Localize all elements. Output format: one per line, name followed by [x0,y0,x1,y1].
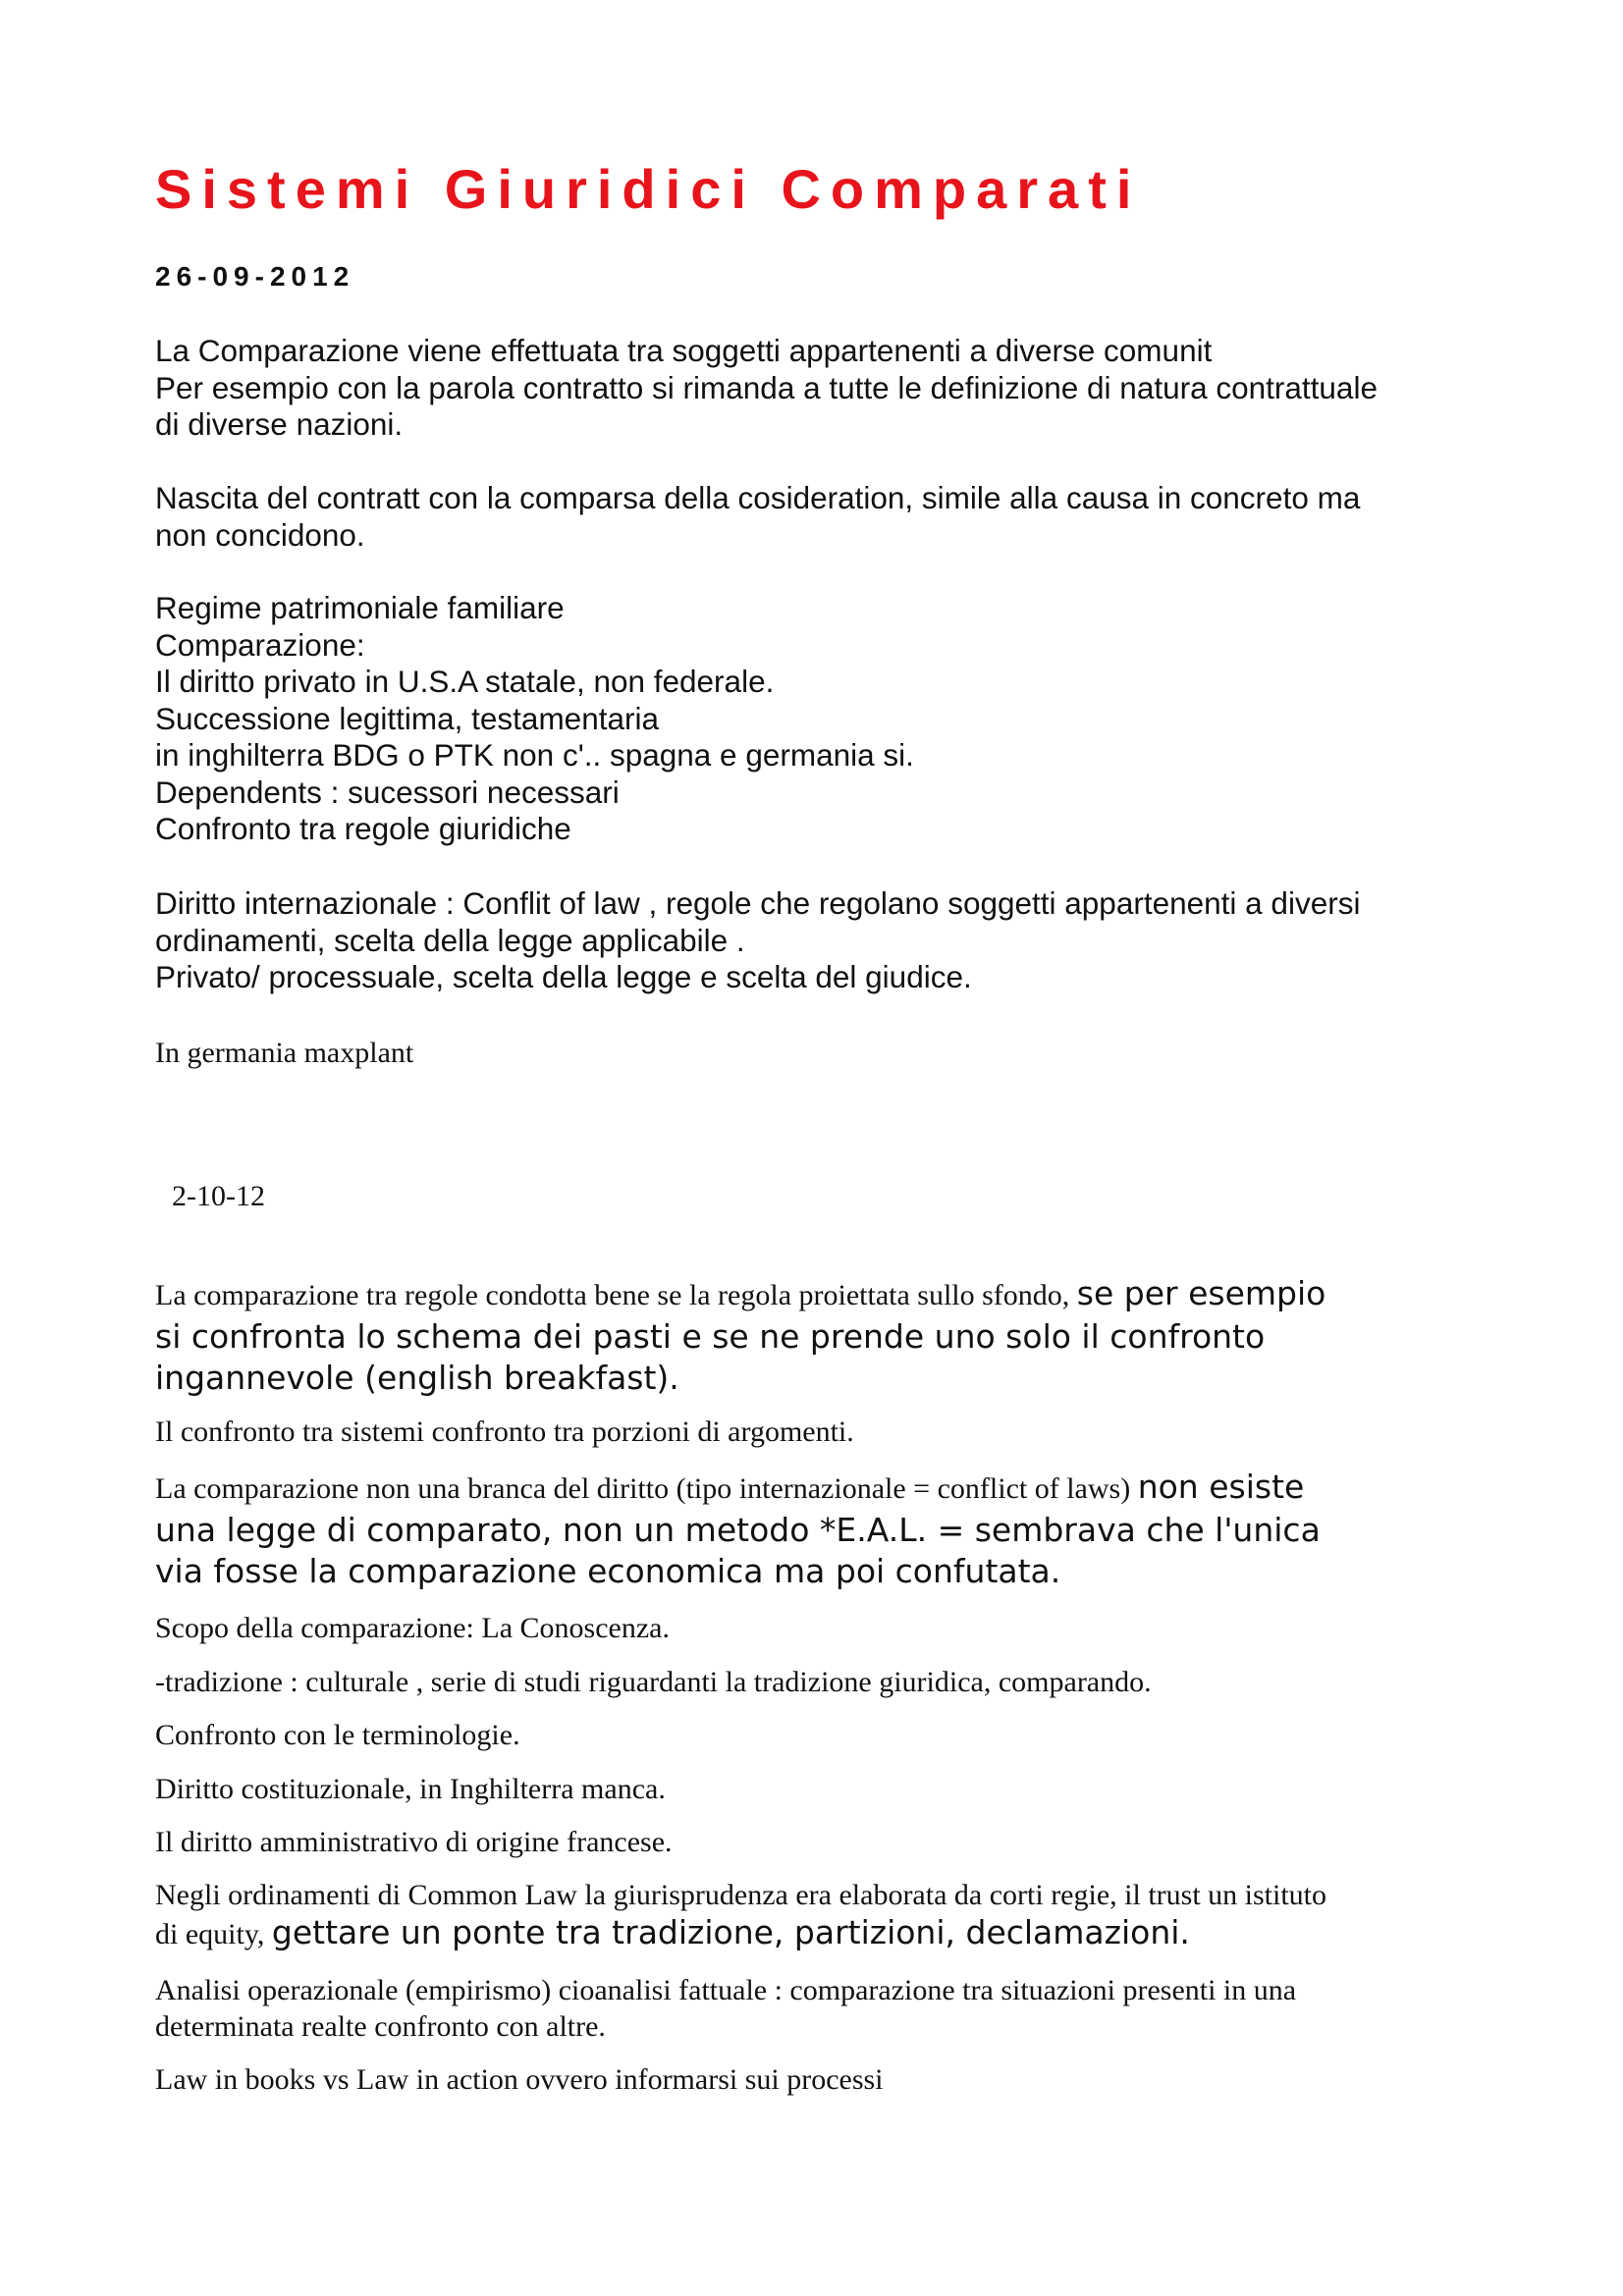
text-line: La Comparazione viene effettuata tra soggetti appartenenti a diverse comunit [155,333,1213,368]
text-line: Privato/ processuale, scelta della legge e scelta del giudice. [155,959,972,994]
paragraph-common-law [155,1877,1490,1953]
text-line: Diritto internazionale : Conflit of law , regole che regolano soggetti appartenenti a diversi [155,885,1361,921]
text-line: ingannevole (english breakfast). [155,1359,679,1397]
text-line: Dependents : sucessori necessari [155,774,620,810]
text-run: gettare un ponte tra tradizione, partizioni, declamazioni. [271,1913,1190,1951]
text-line: Regime patrimoniale familiare [155,590,565,625]
text-line [155,1467,1490,1510]
paragraph-analisi-operazionale [155,1972,1490,2045]
text-line: determinata realte confronto con altre. [155,2010,606,2043]
lecture-date-2: 2-10-12 [172,1180,265,1212]
text-line: non concidono. [155,516,365,553]
text-line: ordinamenti, scelta della legge applicabile . [155,922,745,958]
paragraph-tradizione: -tradizione : culturale , serie di studi riguardanti la tradizione giuridica, comparando. [155,1666,1152,1698]
text-run: La comparazione non una branca del diritto (tipo internazionale = conflict of laws) [155,1472,1138,1505]
paragraph-confronto-sistemi: Il confronto tra sistemi confronto tra porzioni di argomenti. [155,1415,854,1448]
text-run: La comparazione tra regole condotta bene se la regola proiettata sullo sfondo, [155,1279,1077,1311]
text-line: Successione legittima, testamentaria [155,700,659,736]
text-line [155,1914,1490,1953]
lecture-date-1: 26-09-2012 [155,261,355,292]
text-line [155,1273,1490,1316]
text-line: Il diritto privato in U.S.A statale, non federale. [155,664,775,699]
text-run: non esiste [1137,1468,1305,1506]
document-title: Sistemi Giuridici Comparati [155,158,1142,220]
text-line: Comparazione: [155,626,365,663]
paragraph-scopo: Scopo della comparazione: La Conoscenza. [155,1612,670,1644]
paragraph-nascita-contratto [155,480,1490,554]
text-line: via fosse la comparazione economica ma poi confutata. [155,1552,1061,1590]
text-run: di equity, [155,1918,272,1950]
paragraph-diritto-costituzionale: Diritto costituzionale, in Inghilterra manca. [155,1773,666,1805]
text-line: Negli ordinamenti di Common Law la giurisprudenza era elaborata da corti regie, il trust un istituto [155,1879,1326,1911]
text-line: si confronta lo schema dei pasti e se ne prende uno solo il confronto [155,1317,1266,1356]
paragraph-branca-diritto [155,1467,1490,1592]
paragraph-comparazione-regole [155,1273,1490,1399]
paragraph-diritto-amministrativo: Il diritto amministrativo di origine francese. [155,1826,673,1858]
text-line: Nascita del contratt con la comparsa della cosideration, simile alla causa in concreto ma [155,480,1361,515]
text-line: Per esempio con la parola contratto si rimanda a tutte le definizione di natura contrattuale [155,369,1378,405]
paragraph-comparazione-intro [155,333,1490,444]
text-run: se per esempio [1076,1274,1326,1312]
text-line: in inghilterra BDG o PTK non c'.. spagna e germania si. [155,737,914,773]
text-line: una legge di comparato, non un metodo *E.A.L. = sembrava che l'unica [155,1511,1321,1549]
paragraph-terminologie: Confronto con le terminologie. [155,1719,520,1751]
text-line: Analisi operazionale (empirismo) cioanalisi fattuale : comparazione tra situazioni presenti in una [155,1974,1297,2006]
paragraph-germania: In germania maxplant [155,1037,414,1069]
paragraph-law-in-books: Law in books vs Law in action ovvero informarsi sui processi [155,2063,884,2096]
text-line: Confronto tra regole giuridiche [155,811,571,846]
paragraph-regime-patrimoniale [155,590,1490,848]
paragraph-diritto-internazionale [155,885,1490,996]
text-line: di diverse nazioni. [155,406,404,442]
